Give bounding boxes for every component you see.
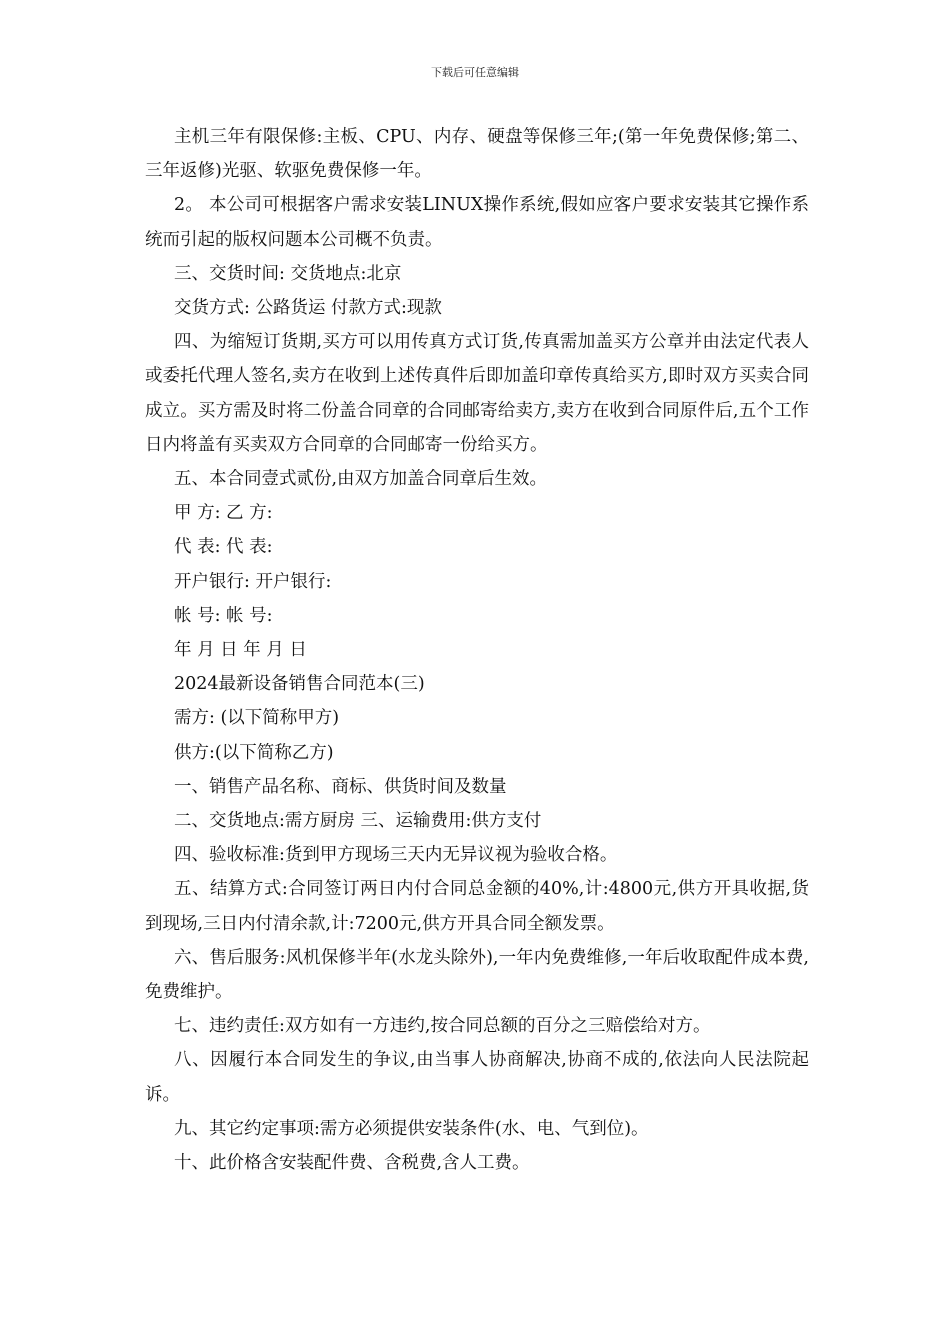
clause-2: 二、交货地点:需方厨房 三、运输费用:供方支付	[174, 811, 542, 832]
clause-6: 六、售后服务:风机保修半年(水龙头除外),一年内免费维修,一年后收取配件成本费,免费维护。	[145, 947, 809, 1003]
paragraph-os-install: 2。 本公司可根据客户需求安装LINUX操作系统,假如应客户要求安装其它操作系统而引起的版权问题本公司概不负责。	[145, 195, 809, 250]
paragraph-warranty: 主机三年有限保修:主板、CPU、内存、硬盘等保修三年;(第一年免费保修;第二、三年返修)光驱、软驱免费保修一年。	[145, 127, 809, 182]
paragraph-effective: 五、本合同壹式贰份,由双方加盖合同章后生效。	[174, 469, 548, 490]
clause-4: 四、验收标准:货到甲方现场三天内无异议视为验收合格。	[174, 845, 618, 866]
signature-date: 年 月 日 年 月 日	[174, 640, 307, 661]
paragraph-delivery-time: 三、交货时间: 交货地点:北京	[174, 263, 402, 284]
signature-bank: 开户银行: 开户银行:	[174, 571, 332, 592]
clause-10: 十、此价格含安装配件费、含税费,含人工费。	[174, 1153, 530, 1174]
document-body	[145, 120, 809, 1180]
clause-8: 八、因履行本合同发生的争议,由当事人协商解决,协商不成的,依法向人民法院起诉。	[145, 1050, 809, 1105]
page-header-note: 下载后可任意编辑	[431, 66, 519, 79]
signature-party: 甲 方: 乙 方:	[174, 503, 273, 524]
paragraph-supplier: 供方:(以下简称乙方)	[174, 742, 334, 763]
clause-1: 一、销售产品名称、商标、供货时间及数量	[174, 776, 507, 797]
clause-7: 七、违约责任:双方如有一方违约,按合同总额的百分之三赔偿给对方。	[174, 1016, 711, 1037]
paragraph-fax-order: 四、为缩短订货期,买方可以用传真方式订货,传真需加盖买方公章并由法定代表人或委托代理人签名,卖方在收到上述传真件后即加盖印章传真给买方,即时双方买卖合同成立。买方需及时将二份盖合同章的合同邮寄给卖方,卖方在收到合同原件后,五个工作日内将盖有买卖双方合同章的合同邮寄一份给买方。	[145, 332, 809, 455]
paragraph-buyer: 需方: (以下简称甲方)	[174, 708, 340, 729]
clause-5: 五、结算方式:合同签订两日内付合同总金额的40%,计:4800元,供方开具收据,货到现场,三日内付清余款,计:7200元,供方开具合同全额发票。	[145, 879, 809, 934]
signature-account: 帐 号: 帐 号:	[174, 605, 273, 626]
clause-9: 九、其它约定事项:需方必须提供安装条件(水、电、气到位)。	[174, 1118, 649, 1139]
section-title: 2024最新设备销售合同范本(三)	[174, 674, 425, 695]
paragraph-delivery-method: 交货方式: 公路货运 付款方式:现款	[174, 298, 442, 319]
signature-representative: 代 表: 代 表:	[174, 537, 273, 558]
